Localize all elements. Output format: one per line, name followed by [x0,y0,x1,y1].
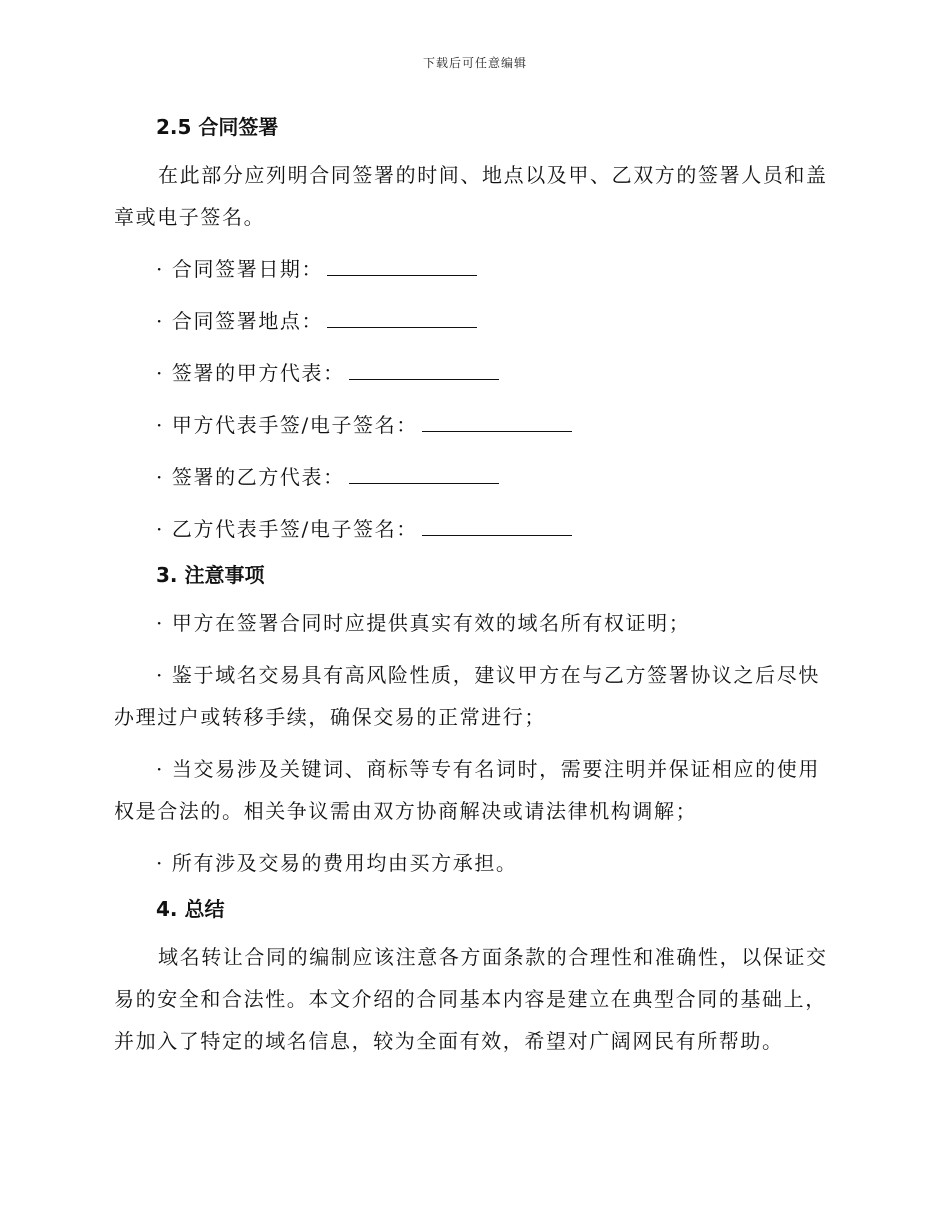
field-label: · 签署的甲方代表： [156,361,345,385]
section-heading-4: 4. 总结 [156,897,225,921]
fill-blank-line [349,361,499,380]
field-label: · 甲方代表手签/电子签名： [156,413,418,437]
field-party-b-representative [156,456,834,498]
notice-item: · 鉴于域名交易具有高风险性质，建议甲方在与乙方签署协议之后尽快办理过户或转移手续，确保交易的正常进行； [114,663,820,729]
notice-item: · 甲方在签署合同时应提供真实有效的域名所有权证明； [156,611,691,635]
field-label: · 乙方代表手签/电子签名： [156,517,418,541]
page-header-note: 下载后可任意编辑 [422,56,527,70]
field-party-b-signature [156,508,834,550]
fill-blank-line [349,465,499,484]
document-body [114,112,834,1062]
fill-blank-line [327,309,477,328]
field-label: · 签署的乙方代表： [156,465,345,489]
notice-item: · 当交易涉及关键词、商标等专有名词时，需要注明并保证相应的使用权是合法的。相关争议需由双方协商解决或请法律机构调解； [114,757,820,823]
field-sign-date [156,248,834,290]
fill-blank-line [327,257,477,276]
field-label: · 合同签署地点： [156,309,324,333]
field-label: · 合同签署日期： [156,257,324,281]
field-party-a-representative [156,352,834,394]
notice-item: · 所有涉及交易的费用均由买方承担。 [156,851,518,875]
section-heading-2-5: 2.5 合同签署 [156,115,279,139]
field-sign-place [156,300,834,342]
field-party-a-signature [156,404,834,446]
fill-blank-line [422,517,572,536]
section-heading-3: 3. 注意事项 [156,563,265,587]
summary-paragraph: 域名转让合同的编制应该注意各方面条款的合理性和准确性，以保证交易的安全和合法性。本文介绍的合同基本内容是建立在典型合同的基础上，并加入了特定的域名信息，较为全面有效，希望对广阔网民有所帮助。 [114,945,828,1053]
fill-blank-line [422,413,572,432]
section-intro-paragraph: 在此部分应列明合同签署的时间、地点以及甲、乙双方的签署人员和盖章或电子签名。 [114,163,828,229]
